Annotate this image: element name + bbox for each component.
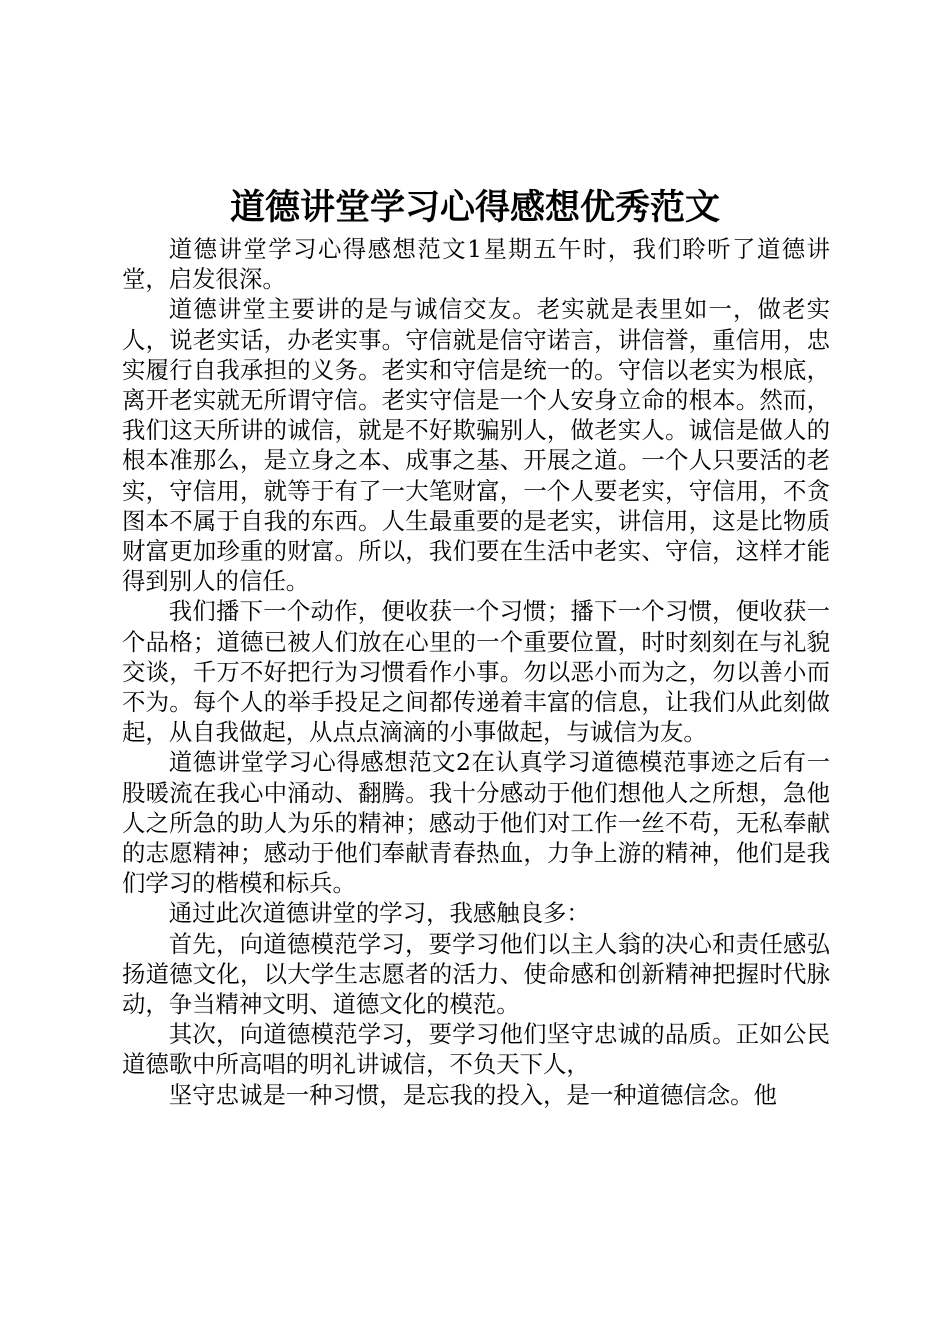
paragraph: 我们播下一个动作，便收获一个习惯；播下一个习惯，便收获一个品格；道德已被人们放在心里的一个重要位置，时时刻刻在与礼貌交谈，千万不好把行为习惯看作小事。勿以恶小而为之，勿以善小而不为。每个人的举手投足之间都传递着丰富的信息，让我们从此刻做起，从自我做起，从点点滴滴的小事做起，与诚信为友。 [122,597,830,747]
paragraph: 道德讲堂学习心得感想范文2在认真学习道德模范事迹之后有一股暖流在我心中涌动、翻腾。我十分感动于他们想他人之所想，急他人之所急的助人为乐的精神；感动于他们对工作一丝不苟，无私奉献的志愿精神；感动于他们奉献青春热血，力争上游的精神，他们是我们学习的楷模和标兵。 [122,748,830,898]
paragraph: 首先，向道德模范学习，要学习他们以主人翁的决心和责任感弘扬道德文化，以大学生志愿者的活力、使命感和创新精神把握时代脉动，争当精神文明、道德文化的模范。 [122,929,830,1019]
paragraph: 道德讲堂主要讲的是与诚信交友。老实就是表里如一，做老实人，说老实话，办老实事。守信就是信守诺言，讲信誉，重信用，忠实履行自我承担的义务。老实和守信是统一的。守信以老实为根底，离开老实就无所谓守信。老实守信是一个人安身立命的根本。然而，我们这天所讲的诚信，就是不好欺骗别人，做老实人。诚信是做人的根本准那么，是立身之本、成事之基、开展之道。一个人只要活的老实，守信用，就等于有了一大笔财富，一个人要老实，守信用，不贪图本不属于自我的东西。人生最重要的是老实，讲信用，这是比物质财富更加珍重的财富。所以，我们要在生活中老实、守信，这样才能得到别人的信任。 [122,295,830,596]
document-title: 道德讲堂学习心得感想优秀范文 [229,187,720,228]
paragraph: 其次，向道德模范学习，要学习他们坚守忠诚的品质。正如公民道德歌中所高唱的明礼讲诚信，不负天下人， [122,1020,830,1079]
document-body [122,234,830,1110]
paragraph: 坚守忠诚是一种习惯，是忘我的投入，是一种道德信念。他 [168,1080,777,1109]
paragraph: 道德讲堂学习心得感想范文1星期五午时，我们聆听了道德讲堂，启发很深。 [122,235,830,294]
paragraph: 通过此次道德讲堂的学习，我感触良多： [168,899,590,928]
